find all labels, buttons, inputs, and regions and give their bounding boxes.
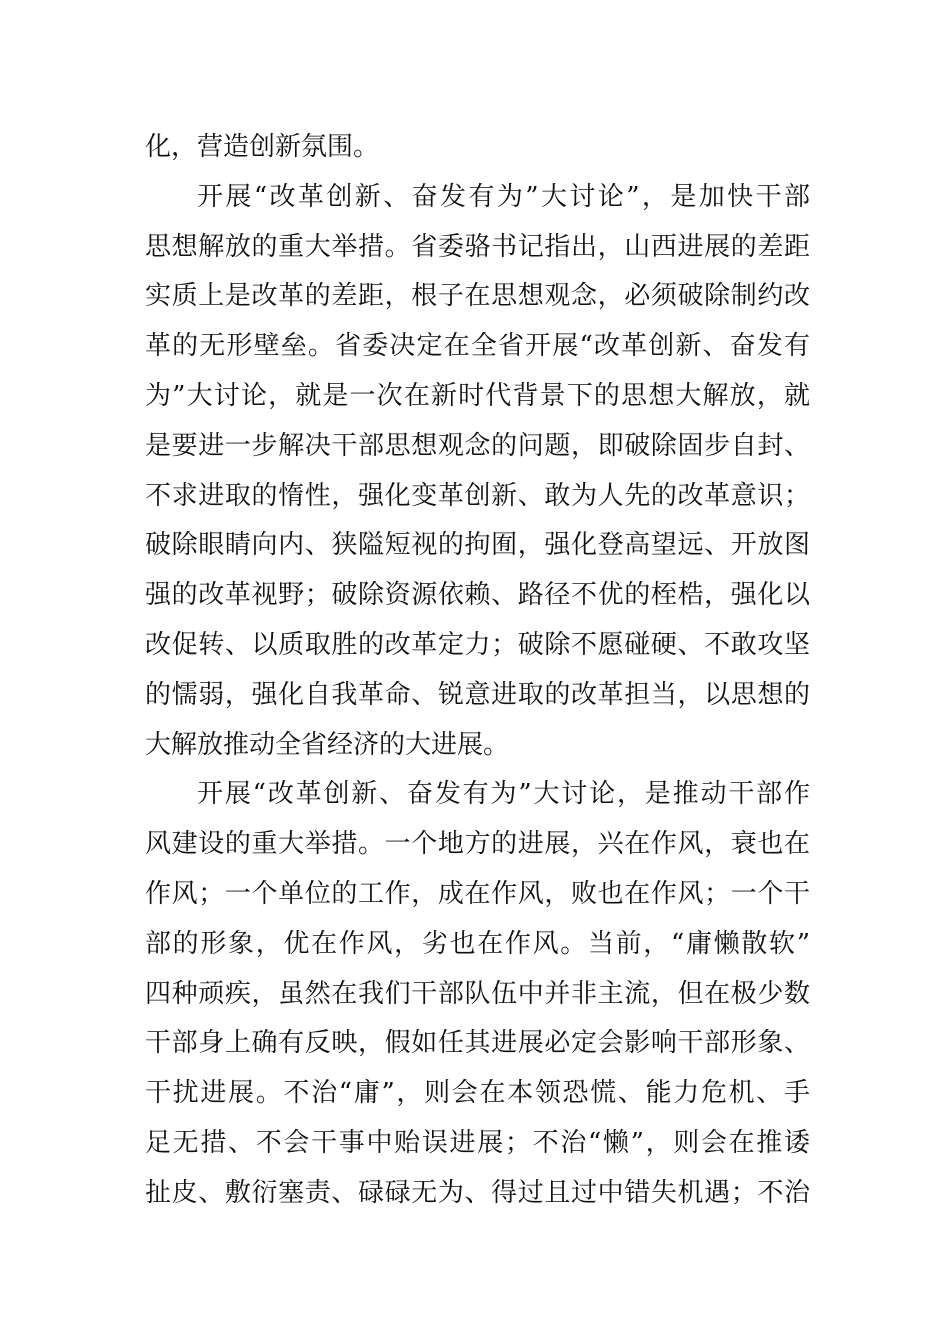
text-line: 作风；一个单位的工作，成在作风，败也在作风；一个干 — [145, 878, 810, 909]
paragraph-first-line: 开展“改革创新、奋发有为”大讨论”，是加快干部 — [197, 181, 810, 212]
paragraph-last-line: 大解放推动全省经济的大进展。 — [145, 729, 510, 760]
text-line: 思想解放的重大举措。省委骆书记指出，山西进展的差距 — [145, 231, 810, 262]
text-line: 的懦弱，强化自我革命、锐意进取的改革担当，以思想的 — [145, 679, 810, 710]
text-line: 强的改革视野；破除资源依赖、路径不优的桎梏，强化以 — [145, 580, 810, 611]
text-line: 革的无形壁垒。省委决定在全省开展“改革创新、奋发有 — [145, 331, 810, 362]
text-line: 为”大讨论，就是一次在新时代背景下的思想大解放，就 — [145, 380, 810, 411]
text-line: 风建设的重大举措。一个地方的进展，兴在作风，衰也在 — [145, 829, 810, 860]
paragraph-first-line: 开展“改革创新、奋发有为”大讨论，是推动干部作 — [197, 779, 810, 810]
text-line: 破除眼睛向内、狭隘短视的拘囿，强化登高望远、开放图 — [145, 530, 810, 561]
text-line: 化，营造创新氛围。 — [145, 132, 380, 162]
text-line: 干扰进展。不治“庸”，则会在本领恐慌、能力危机、手 — [145, 1078, 810, 1109]
text-line: 不求进取的惰性，强化变革创新、敢为人先的改革意识； — [145, 480, 810, 511]
text-line: 干部身上确有反映，假如任其进展必定会影响干部形象、 — [145, 1028, 810, 1059]
text-line: 改促转、以质取胜的改革定力；破除不愿碰硬、不敢攻坚 — [145, 629, 810, 660]
text-line: 扯皮、敷衍塞责、碌碌无为、得过且过中错失机遇；不治 — [145, 1177, 810, 1208]
text-line: 足无措、不会干事中贻误进展；不治“懒”，则会在推诿 — [145, 1127, 810, 1158]
text-line: 部的形象，优在作风，劣也在作风。当前，“庸懒散软” — [145, 928, 810, 959]
text-line: 四种顽疾，虽然在我们干部队伍中并非主流，但在极少数 — [145, 978, 810, 1009]
text-line: 实质上是改革的差距，根子在思想观念，必须破除制约改 — [145, 281, 810, 312]
body-text — [145, 123, 810, 1219]
text-line: 是要进一步解决干部思想观念的问题，即破除固步自封、 — [145, 430, 810, 461]
